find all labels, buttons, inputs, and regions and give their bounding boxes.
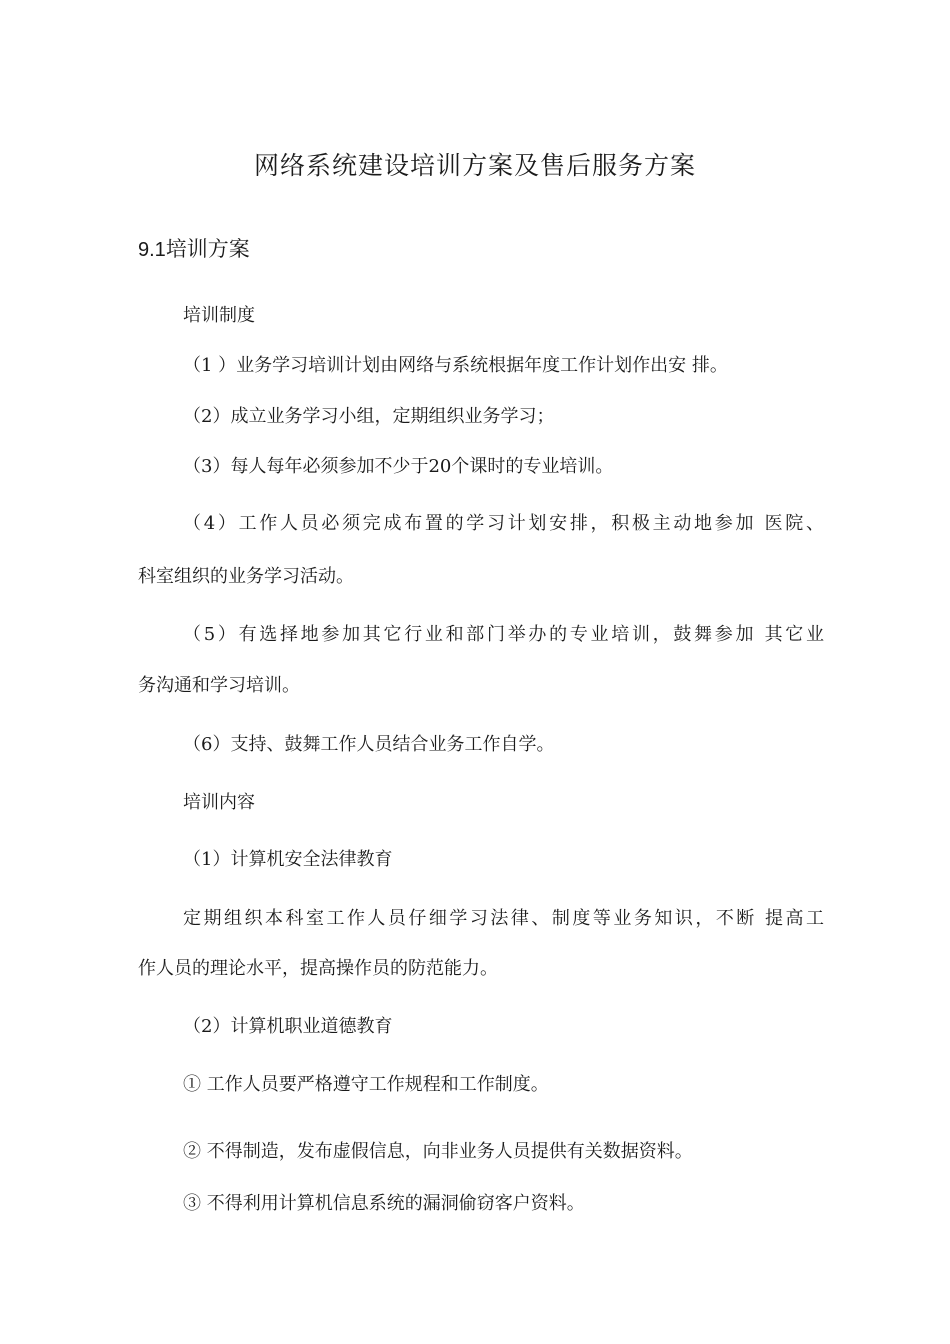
content-item-1: （1）计算机安全法律教育 bbox=[183, 849, 393, 870]
ethics-point-2: ② 不得制造，发布虚假信息，向非业务人员提供有关数据资料。 bbox=[183, 1141, 693, 1162]
paragraph-item-1: （1 ）业务学习培训计划由网络与系统根据年度工作计划作出安 排。 bbox=[183, 355, 728, 376]
content-item-2: （2）计算机职业道德教育 bbox=[183, 1016, 393, 1037]
subsection-training-content: 培训内容 bbox=[183, 792, 255, 813]
content-paragraph-line-2: 作人员的理论水平，提高操作员的防范能力。 bbox=[138, 958, 498, 979]
paragraph-item-4-line-2: 科室组织的业务学习活动。 bbox=[138, 566, 354, 587]
paragraph-item-2: （2）成立业务学习小组，定期组织业务学习； bbox=[183, 406, 555, 427]
paragraph-item-6: （6）支持、鼓舞工作人员结合业务工作自学。 bbox=[183, 734, 555, 755]
paragraph-item-5-line-1: （5）有选择地参加其它行业和部门举办的专业培训，鼓舞参加 其它业 bbox=[183, 624, 824, 645]
ethics-point-3: ③ 不得利用计算机信息系统的漏洞偷窃客户资料。 bbox=[183, 1193, 585, 1214]
document-title: 网络系统建设培训方案及售后服务方案 bbox=[253, 151, 696, 180]
paragraph-item-3: （3）每人每年必须参加不少于20个课时的专业培训。 bbox=[183, 456, 614, 477]
section-title: 培训方案 bbox=[165, 237, 250, 261]
content-paragraph-line-1: 定期组织本科室工作人员仔细学习法律、制度等业务知识，不断 提高工 bbox=[183, 908, 824, 929]
subsection-training-system: 培训制度 bbox=[183, 305, 255, 326]
section-number: 9.1 bbox=[138, 239, 166, 261]
paragraph-item-5-line-2: 务沟通和学习培训。 bbox=[138, 675, 300, 696]
section-heading bbox=[138, 233, 250, 266]
ethics-point-1: ① 工作人员要严格遵守工作规程和工作制度。 bbox=[183, 1074, 549, 1095]
paragraph-item-4-line-1: （4）工作人员必须完成布置的学习计划安排，积极主动地参加 医院、 bbox=[183, 513, 824, 534]
